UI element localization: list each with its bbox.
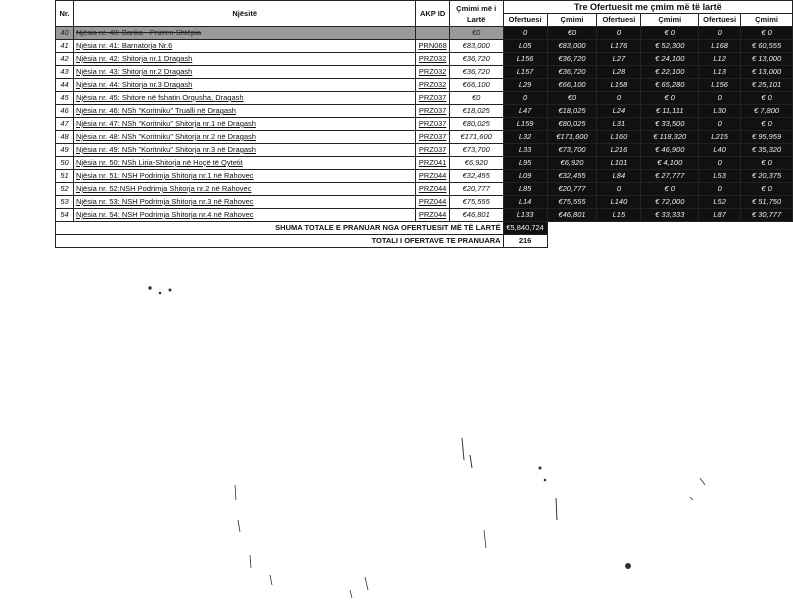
- akp-id: PRZ044: [416, 196, 449, 209]
- row-number: 43: [56, 66, 74, 79]
- price-1: €0: [547, 92, 597, 105]
- unit-name: Njësia nr. 50: NSh Liria-Shitorja në Hoçë të Qytetit: [73, 157, 415, 170]
- unit-name: Njësia nr. 54: NSH Podrimja Shitorja nr.4 në Rahovec: [73, 209, 415, 222]
- highest-price: €171,600: [449, 131, 503, 144]
- price-2: € 33,500: [641, 118, 699, 131]
- unit-name: Njësia nr. 46: NSh "Koritniku" Trualli në Dragash: [73, 105, 415, 118]
- total-label: SHUMA TOTALE E PRANUAR NGA OFERTUESIT MË TË LARTË: [56, 222, 504, 235]
- price-3: € 0: [741, 27, 793, 40]
- price-3: € 7,800: [741, 105, 793, 118]
- highest-price: €73,700: [449, 144, 503, 157]
- price-2: € 72,000: [641, 196, 699, 209]
- row-number: 50: [56, 157, 74, 170]
- unit-name: Njësia nr. 42: Shitorja nr.1 Dragash: [73, 53, 415, 66]
- bidder-2: L24: [597, 105, 641, 118]
- bidder-2: 0: [597, 183, 641, 196]
- akp-id: PRZ044: [416, 183, 449, 196]
- highest-price: €20,777: [449, 183, 503, 196]
- price-1-header: Çmimi: [547, 14, 597, 27]
- price-3-header: Çmimi: [741, 14, 793, 27]
- price-3: € 51,750: [741, 196, 793, 209]
- bidder-2: L84: [597, 170, 641, 183]
- name-header: Njësitë: [73, 1, 415, 27]
- unit-name: Njësia nr. 49: NSh "Koritniku" Shitorja nr.3 në Dragash: [73, 144, 415, 157]
- price-1: €20,777: [547, 183, 597, 196]
- price-3: € 13,000: [741, 53, 793, 66]
- price-2: € 118,320: [641, 131, 699, 144]
- bidder-3: 0: [699, 92, 741, 105]
- akp-id: PRZ044: [416, 170, 449, 183]
- unit-name: Njësia nr. 45: Shitore në fshatin Orqusha, Dragash: [73, 92, 415, 105]
- price-1: €32,455: [547, 170, 597, 183]
- highest-price: €36,720: [449, 53, 503, 66]
- bidder-2: L15: [597, 209, 641, 222]
- bidder-1: L85: [503, 183, 547, 196]
- akp-id: PRZ044: [416, 209, 449, 222]
- row-number: 48: [56, 131, 74, 144]
- price-3: € 0: [741, 92, 793, 105]
- bidder-1: L09: [503, 170, 547, 183]
- price-1: €36,720: [547, 66, 597, 79]
- row-number: 52: [56, 183, 74, 196]
- offers-label: TOTALI I OFERTAVE TE PRANUARA: [56, 235, 504, 248]
- unit-name: Njësia nr. 41: Barnatorja Nr.6: [73, 40, 415, 53]
- unit-name: Njësia nr. 44: Shitorja nr.3 Dragash: [73, 79, 415, 92]
- price-2: € 52,300: [641, 40, 699, 53]
- akp-id: PRZ037: [416, 92, 449, 105]
- price-2: € 24,100: [641, 53, 699, 66]
- highest-price: €6,920: [449, 157, 503, 170]
- akp-id: PRZ032: [416, 79, 449, 92]
- bidder-3: L215: [699, 131, 741, 144]
- price-3: € 13,000: [741, 66, 793, 79]
- highest-price: €66,100: [449, 79, 503, 92]
- akp-id: PRZ032: [416, 66, 449, 79]
- bidder-2: 0: [597, 92, 641, 105]
- price-1: €83,000: [547, 40, 597, 53]
- price-3: € 0: [741, 183, 793, 196]
- bidder-3: 0: [699, 183, 741, 196]
- price-3: € 0: [741, 118, 793, 131]
- bidder-2: 0: [597, 27, 641, 40]
- bidder-1: L156: [503, 53, 547, 66]
- row-number: 49: [56, 144, 74, 157]
- akp-id: PRZ037: [416, 144, 449, 157]
- price-1: €73,700: [547, 144, 597, 157]
- akp-id: PRZ032: [416, 53, 449, 66]
- bidder-3: L13: [699, 66, 741, 79]
- bidder-1: L159: [503, 118, 547, 131]
- price-2-header: Çmimi: [641, 14, 699, 27]
- bidder-2: L216: [597, 144, 641, 157]
- row-number: 46: [56, 105, 74, 118]
- akp-id: PRZ037: [416, 105, 449, 118]
- unit-name: Njësia nr. 43: Shitorja nr.2 Dragash: [73, 66, 415, 79]
- row-number: 53: [56, 196, 74, 209]
- price-3: € 35,320: [741, 144, 793, 157]
- offers-value: 216: [503, 235, 547, 248]
- bidder-1: 0: [503, 27, 547, 40]
- row-number: 44: [56, 79, 74, 92]
- highest-price: €83,000: [449, 40, 503, 53]
- bidder-2: L160: [597, 131, 641, 144]
- unit-name: Njësia nr. 40: Banka - Prizren Shtëpia: [73, 27, 415, 40]
- total-value: €5,840,724: [503, 222, 547, 235]
- highest-price: €32,455: [449, 170, 503, 183]
- price-1: €46,801: [547, 209, 597, 222]
- bidder-3: L156: [699, 79, 741, 92]
- highest-price: €75,555: [449, 196, 503, 209]
- bidder-3: L87: [699, 209, 741, 222]
- row-number: 41: [56, 40, 74, 53]
- price-3: € 30,777: [741, 209, 793, 222]
- unit-name: Njësia nr. 47: NSh "Koritniku" Shitorja nr.1 në Dragash: [73, 118, 415, 131]
- bidder-2: L28: [597, 66, 641, 79]
- bidder-3: L168: [699, 40, 741, 53]
- bidder-2: L176: [597, 40, 641, 53]
- bidder-2: L140: [597, 196, 641, 209]
- price-2: € 0: [641, 92, 699, 105]
- unit-name: Njësia nr. 53: NSH Podrimja Shitorja nr.3 në Rahovec: [73, 196, 415, 209]
- price-2: € 46,900: [641, 144, 699, 157]
- bidder-2: L101: [597, 157, 641, 170]
- row-number: 51: [56, 170, 74, 183]
- nr-header: Nr.: [56, 1, 74, 27]
- bidder-3: 0: [699, 118, 741, 131]
- price-2: € 11,111: [641, 105, 699, 118]
- bidder-3: L53: [699, 170, 741, 183]
- price-3: € 20,375: [741, 170, 793, 183]
- bidder-3: L12: [699, 53, 741, 66]
- row-number: 40: [56, 27, 74, 40]
- highest-price-header: Çmimi më i Lartë: [449, 1, 503, 27]
- bidder-3: L30: [699, 105, 741, 118]
- bidder-1: L157: [503, 66, 547, 79]
- price-2: € 0: [641, 27, 699, 40]
- price-2: € 22,100: [641, 66, 699, 79]
- akp-id: PRZ041: [416, 157, 449, 170]
- price-1: €66,100: [547, 79, 597, 92]
- bidder-1: L133: [503, 209, 547, 222]
- akp-id: PRZ037: [416, 131, 449, 144]
- bidder-1: L47: [503, 105, 547, 118]
- highest-price: €80,025: [449, 118, 503, 131]
- top-three-header: Tre Ofertuesit me çmim më të lartë: [503, 1, 792, 14]
- row-number: 42: [56, 53, 74, 66]
- row-number: 47: [56, 118, 74, 131]
- price-2: € 33,333: [641, 209, 699, 222]
- price-1: €36,720: [547, 53, 597, 66]
- price-2: € 27,777: [641, 170, 699, 183]
- bidder-1: L05: [503, 40, 547, 53]
- price-3: € 0: [741, 157, 793, 170]
- price-1: €0: [547, 27, 597, 40]
- price-1: €18,025: [547, 105, 597, 118]
- bidder-1: 0: [503, 92, 547, 105]
- bidder-1: L29: [503, 79, 547, 92]
- highest-price: €36,720: [449, 66, 503, 79]
- unit-name: Njësia nr. 52:NSH Podrimja Shitorja nr.2 në Rahovec: [73, 183, 415, 196]
- bidder-1: L32: [503, 131, 547, 144]
- bidder-2-header: Ofertuesi: [597, 14, 641, 27]
- price-1: €75,555: [547, 196, 597, 209]
- price-3: € 95,959: [741, 131, 793, 144]
- akp-id: PRN068: [416, 40, 449, 53]
- price-3: € 60,555: [741, 40, 793, 53]
- bidder-2: L158: [597, 79, 641, 92]
- highest-price: €46,801: [449, 209, 503, 222]
- bidder-3: L40: [699, 144, 741, 157]
- bidder-1: L95: [503, 157, 547, 170]
- bidder-1-header: Ofertuesi: [503, 14, 547, 27]
- unit-name: Njësia nr. 51: NSH Podrimja Shitorja nr.1 në Rahovec: [73, 170, 415, 183]
- highest-price: €0: [449, 92, 503, 105]
- price-1: €171,600: [547, 131, 597, 144]
- akp-header: AKP ID: [416, 1, 449, 27]
- row-number: 54: [56, 209, 74, 222]
- highest-price: €0: [449, 27, 503, 40]
- akp-id: PRZ037: [416, 118, 449, 131]
- bidder-3: 0: [699, 27, 741, 40]
- bidder-3-header: Ofertuesi: [699, 14, 741, 27]
- bidder-1: L14: [503, 196, 547, 209]
- bidder-3: L52: [699, 196, 741, 209]
- bidder-3: 0: [699, 157, 741, 170]
- bidder-2: L27: [597, 53, 641, 66]
- price-2: € 65,280: [641, 79, 699, 92]
- bidder-1: L33: [503, 144, 547, 157]
- bidder-2: L31: [597, 118, 641, 131]
- row-number: 45: [56, 92, 74, 105]
- highest-price: €18,025: [449, 105, 503, 118]
- price-1: €6,920: [547, 157, 597, 170]
- unit-name: Njësia nr. 48: NSh "Koritniku" Shitorja nr.2 në Dragash: [73, 131, 415, 144]
- price-2: € 0: [641, 183, 699, 196]
- price-3: € 25,101: [741, 79, 793, 92]
- price-2: € 4,100: [641, 157, 699, 170]
- price-1: €80,025: [547, 118, 597, 131]
